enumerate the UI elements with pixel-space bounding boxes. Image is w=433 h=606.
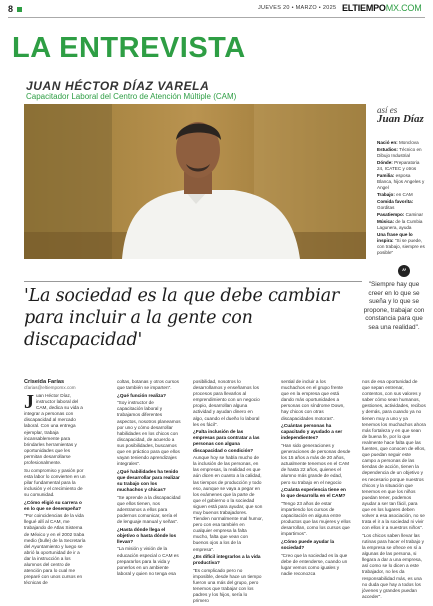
question: ¿Qué función realiza? — [117, 392, 166, 398]
question: ¿Cómo puede ayudar la sociedad? — [281, 538, 335, 550]
paragraph: Juan Héctor Díaz, instructor laboral del CAM, dedica su vida a integrar a personas con discapacidad al mercado laboral. Con una entrega ejemplar, trabaja incansablemente para brindarles herramientas y oportunidades que les permitan desarrollarse profesionalmente. — [24, 391, 83, 466]
question: ¿Cuántas personas ha capacitado y ayudado a ser independientes? — [281, 423, 343, 441]
paragraph: "Se aprende a la discapacidad que ellos tienen, nos adentramos a ellos para podernos comunicar, sería el de lenguaje manual y señas". — [117, 494, 181, 525]
profile-item: Pasatiempo: Caminar — [377, 212, 423, 217]
article-column-1 — [24, 393, 86, 588]
interviewee-name: JUAN HÉCTOR DÍAZ VARELA — [26, 79, 210, 93]
profile-item: Trabajo: en CAM — [377, 192, 413, 197]
paragraph: "La misión y visión de la educación especial o CAM es prepararlos para la vida y ponerlos en un ambiente laboral y quien no tenga esa — [117, 546, 179, 576]
paragraph: coltas, botanas y otros cursos que también se imparten". — [117, 379, 180, 391]
sidebar-name: Juan Díaz — [377, 113, 424, 125]
paragraph: "Es complicado pero no imposible, desde hace un tiempo fueron una más del grupo, pero tenemos que trabajar con los padres y los hijos, sería lo primero — [193, 567, 262, 604]
question: ¿Qué habilidades ha tenido que desarrollar para realizar su trabajo con los muchachos y chicas? — [117, 468, 180, 493]
svg-text:”: ” — [401, 268, 407, 278]
paragraph: "Los chicos saben llevar las rutinas para hacer el trabajo y la empresa se ofrece en sí a algunas de las persona, si llegara a dar a una empresa, así como se lo dicen a este trabajador, no les da responsabilidad más, es una no duda que hay a todos los jóvenes y grandes puedan acceder". — [362, 532, 425, 599]
section-title: LA ENTREVISTA — [12, 32, 246, 64]
header-divider — [8, 17, 425, 18]
question: ¿Falta inclusión de las empresas para contratar a las personas con alguna discapacidad o condición? — [193, 429, 260, 453]
byline-email[interactable]: cfarias@eltiempomx.com — [24, 385, 76, 390]
question: ¿Hasta dónde llega el objetivo o hasta dónde los llevan? — [117, 526, 177, 544]
paragraph: sential de incluir a los muchachos en el grupo frente que en la empresa que está dando más oportunidades a personas con síndrome Down, hay chicos con otras discapacidades motoras". — [281, 379, 345, 421]
sidebar-heading: así es — [377, 105, 398, 115]
paragraph: "Soy instructor de capacitación laboral y trabajamos diferentes aspectos, nosotros planeamos por uno y cómo desarrollar habilidades en los chicos con discapacidad, de acuerdo a sus posibilidades, buscamos que en práctico para que ellos vayan teniendo aprendizajes integrales". — [117, 400, 181, 467]
logo-main: ELTIEMPO — [342, 3, 386, 13]
header-dot — [17, 7, 22, 12]
profile-item: Música: de la Cumbia Lagunera, ayuda — [377, 219, 423, 230]
drop-cap: J — [24, 391, 34, 413]
paragraph: "Por coincidencias de la vida llegué allí al CAM, me trabajando de Atlas Sistema de México y en el 2002 traba medio (bulle) de la Secretaría del Ayuntamiento y luego se abrió la oportunidad de ir a dar la instrucción a los alumnos del centro de atención para lo cual me preparé con unos cursos en técnicas de — [24, 513, 86, 586]
profile-item: Una frase que lo inspira: "Si se puede, con trabajo, siempre es posible" — [377, 232, 425, 255]
paragraph: Aunque hoy se habla mucho de la inclusión de las personas, en las empresas, la realidad es que aún dicen en cuanto a la calidad, las tiempos de producción y todo eso, aunque se vaya a pegar en los exámenes que la parte de que el gobierno o la sociedad siguen está para ayudar, que son muy buenos trabajadores. Tienden normalmente mal humor, pero con esa también en cualquier empresa la falta mucho, falta que vean con buenos ojos a los de la empresa". — [193, 455, 263, 552]
paragraph: "Tengo 23 años de estar impartiendo los cursos de capacitación en alguna entre productos que las mujeres y ellos desarrollan, como los cursos que impartimos". — [281, 500, 351, 537]
interviewee-role: Capacitador Laboral del Centro de Atención Múltiple (CAM) — [26, 92, 237, 101]
paragraph: nos de esa oportunidad de que sepan entrenar, contentos, con sus valores y saber cómo sean humanos, gestiones, actividades, recibos y demás, para cuando ya no tienen muy a uno y ya tenemos los muchachos ahora más fortaleza y en que sean de buena fe, por lo que realmente hace falta que las fuentes, que conocen de ellos, que puedan seguir este campo a personas de las tiendas de acción, tienen la dependencia de un objetivo y es necesario porque nuestros chicos y la situación que tenemos en que los niños puedan tener, podemos ayudar a ser tan fácil, para que en los lugares deben volver a esa asociación, no se trata el ir a la sociedad ni vivir con ellos ir a nuestros niños". — [362, 379, 426, 531]
pull-quote: "Siempre hay que creer en lo que se sueña y lo que se propone, trabajar con constancia para que sea una realidad". — [363, 281, 425, 331]
question: ¿Es difícil integrarlos a la vida productiva? — [193, 554, 261, 566]
quote-mark-icon — [398, 265, 410, 277]
article-column-2 — [117, 379, 181, 578]
profile-item: Nació en: Monclova — [377, 140, 419, 145]
profile-item: Comida favorita: Gorditas — [377, 199, 414, 210]
interviewee-photo — [24, 104, 366, 259]
article-column-4 — [281, 379, 351, 578]
article-column-3 — [193, 379, 263, 606]
newspaper-logo[interactable] — [342, 3, 422, 13]
sidebar-profile — [377, 140, 427, 257]
page-number: 8 — [8, 4, 14, 14]
header-date: JUEVES 20 • MARZO • 2025 — [258, 5, 337, 11]
profile-item: Dónde: Preparatoria 24, ICATEC y otros — [377, 160, 420, 171]
photo-illustration — [24, 104, 366, 259]
question: ¿Cuánta experiencia tiene en lo que desarrolla en el CAM? — [281, 487, 346, 499]
paragraph: posibilidad, nosotros lo desarrollamos y enseñamos los procesos para llevarlos al emprendimiento con un negocio propio, desarrollan alguna actividad y ayudan dinero en algo, cuando el dueño lo laboral les es fácil". — [193, 379, 260, 427]
byline-author: Criseida Farías — [24, 379, 65, 385]
headline-quote: 'La sociedad es la que debe cambiar para incluir a la gente con discapacidad' — [24, 286, 340, 350]
question: ¿Cómo eligió su carrera o en lo que se desempeña? — [24, 499, 82, 511]
profile-item: Familia: esposa Blanca, hijos Angeles y Angel — [377, 173, 425, 190]
quote-rule-top — [24, 281, 362, 282]
paragraph: "Han sido generaciones y generaciones de personas desde los 15 años a más de 20 años, actualmente tenemos en el CAM de hasta 22 años, quienes el alumno más grande de edad, pero su trabajo en el negocio — [281, 442, 351, 485]
paragraph: Su compromiso y pasión por esta labor lo convierten en un pilar fundamental para la inclusión y el crecimiento de su comunidad. — [24, 467, 86, 497]
paragraph: "Creo que la sociedad es la que debe de entenderse, cuando un lugar vemos como iguales y nadie reconozca — [281, 552, 348, 576]
profile-item: Estudios: Técnico en Dibujo Industrial — [377, 147, 422, 158]
article-column-5 — [362, 379, 426, 601]
logo-suffix: MX.COM — [385, 3, 422, 13]
